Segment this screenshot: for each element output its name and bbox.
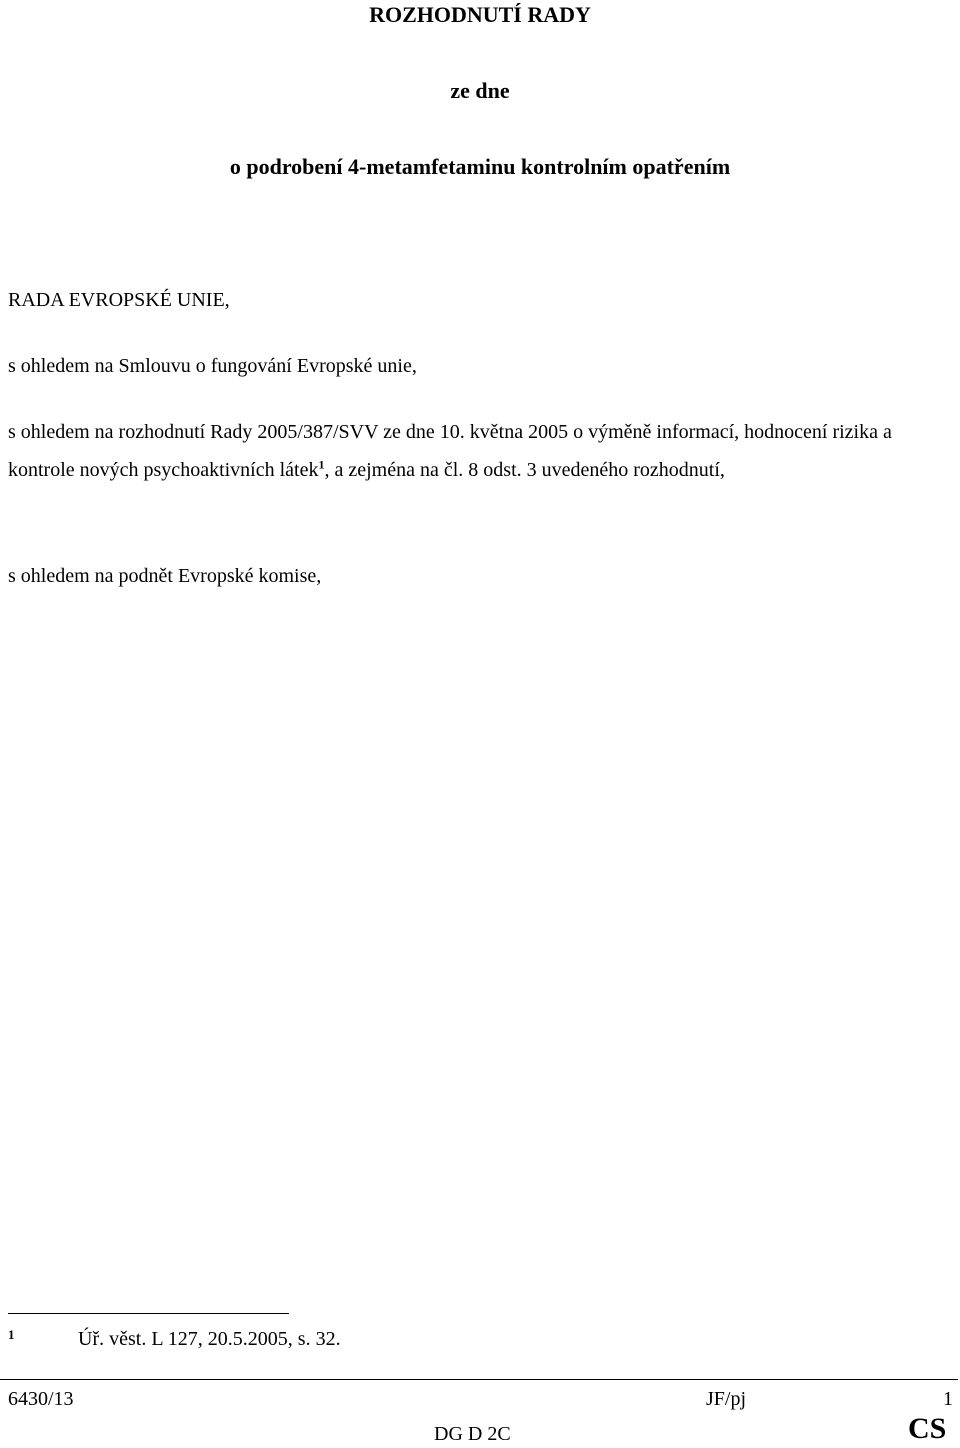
footer-directorate: DG D 2C [434, 1423, 511, 1445]
document-title: ROZHODNUTÍ RADY [369, 2, 591, 27]
footnote-separator [8, 1313, 289, 1314]
document-subject: o podrobení 4-metamfetaminu kontrolním opatřením [229, 154, 731, 179]
date-line: ze dne [450, 78, 510, 103]
footnote-text: Úř. věst. L 127, 20.5.2005, s. 32. [78, 1328, 341, 1350]
footer-language-code: CS [908, 1412, 947, 1445]
recital-council-decision-text: s ohledem na rozhodnutí Rady 2005/387/SVV ze dne 10. května 2005 o výměně informací, hodnocení rizika a kontrole nových psychoaktivních látek [8, 421, 892, 481]
footer-initials: JF/pj [706, 1388, 747, 1410]
footer-separator [0, 1379, 958, 1380]
footnote-reference[interactable]: 1 [318, 457, 325, 472]
footnote-marker: 1 [8, 1327, 15, 1342]
issuer-line: RADA EVROPSKÉ UNIE, [8, 289, 230, 311]
footer-doc-number: 6430/13 [8, 1388, 74, 1410]
recital-commission-initiative: s ohledem na podnět Evropské komise, [8, 565, 322, 587]
footer-page-number: 1 [943, 1388, 953, 1410]
recital-council-decision [8, 413, 953, 489]
recital-council-decision-text-end: , a zejména na čl. 8 odst. 3 uvedeného rozhodnutí, [324, 459, 725, 481]
recital-treaty: s ohledem na Smlouvu o fungování Evropské unie, [8, 355, 417, 377]
